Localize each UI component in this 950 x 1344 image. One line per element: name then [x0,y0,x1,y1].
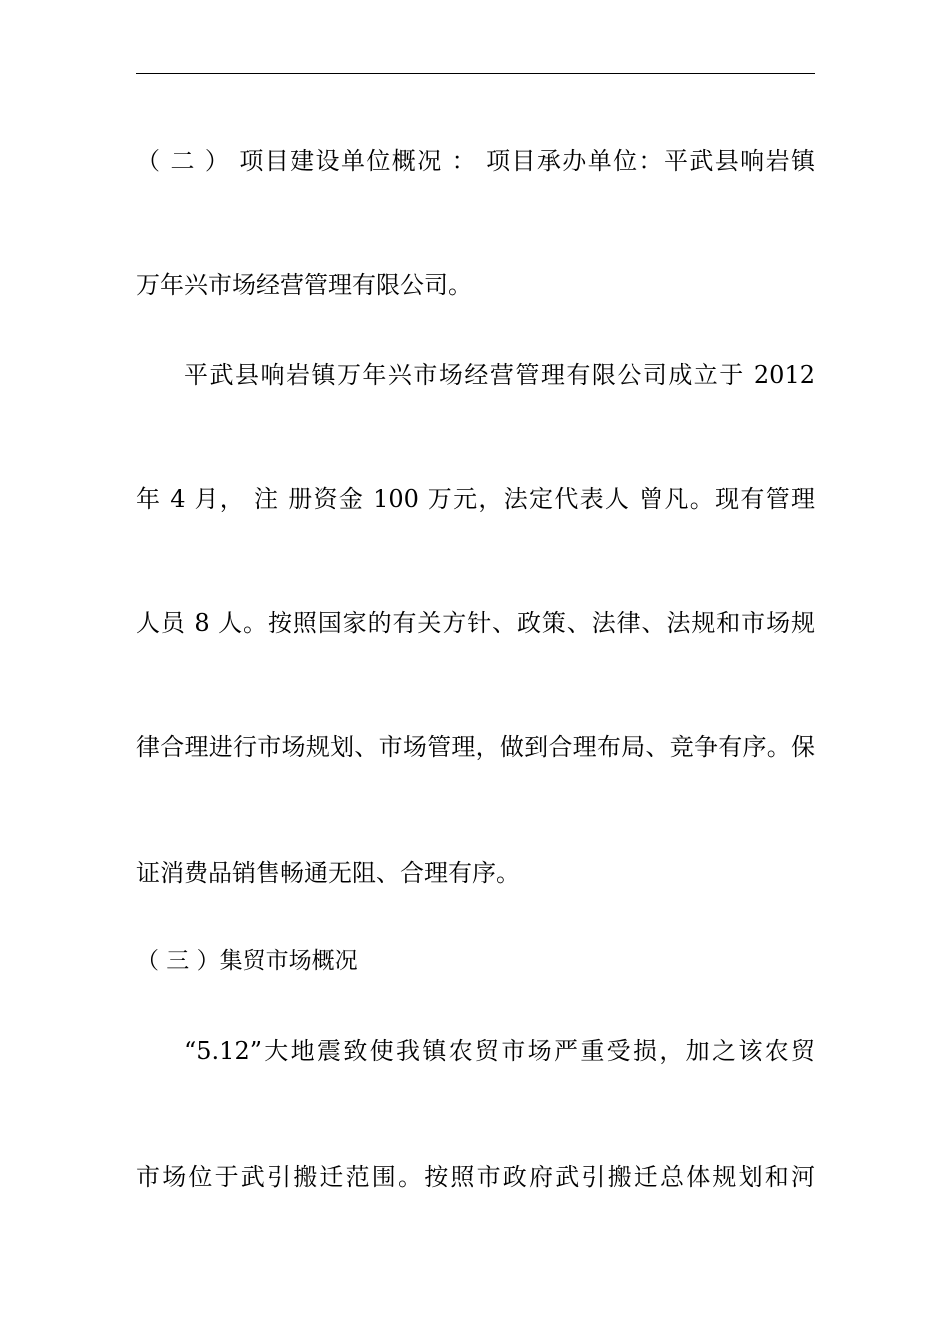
paragraph-line: 市场位于武引搬迁范围。按照市政府武引搬迁总体规划和河 [136,1163,815,1191]
section-2-heading-line: （ 二 ） 项目建设单位概况 ： 项目承办单位：平武县响岩镇 [136,147,815,175]
paragraph-line: 平武县响岩镇万年兴市场经营管理有限公司成立于 2012 [184,361,815,389]
paragraph-line: 人员 8 人。按照国家的有关方针、政策、法律、法规和市场规 [136,609,815,637]
paragraph-line: 律合理进行市场规划、市场管理，做到合理布局、竞争有序。保 [136,733,815,761]
paragraph-line: 万年兴市场经营管理有限公司。 [136,271,472,299]
paragraph-line: “5.12”大地震致使我镇农贸市场严重受损，加之该农贸 [184,1037,815,1065]
paragraph-line: 证消费品销售畅通无阻、合理有序。 [136,859,520,887]
header-rule [136,73,815,74]
paragraph-line: 年 4 月， 注 册资金 100 万元，法定代表人 曾凡。现有管理 [136,485,815,513]
section-3-heading: （ 三 ）集贸市场概况 [136,948,358,974]
